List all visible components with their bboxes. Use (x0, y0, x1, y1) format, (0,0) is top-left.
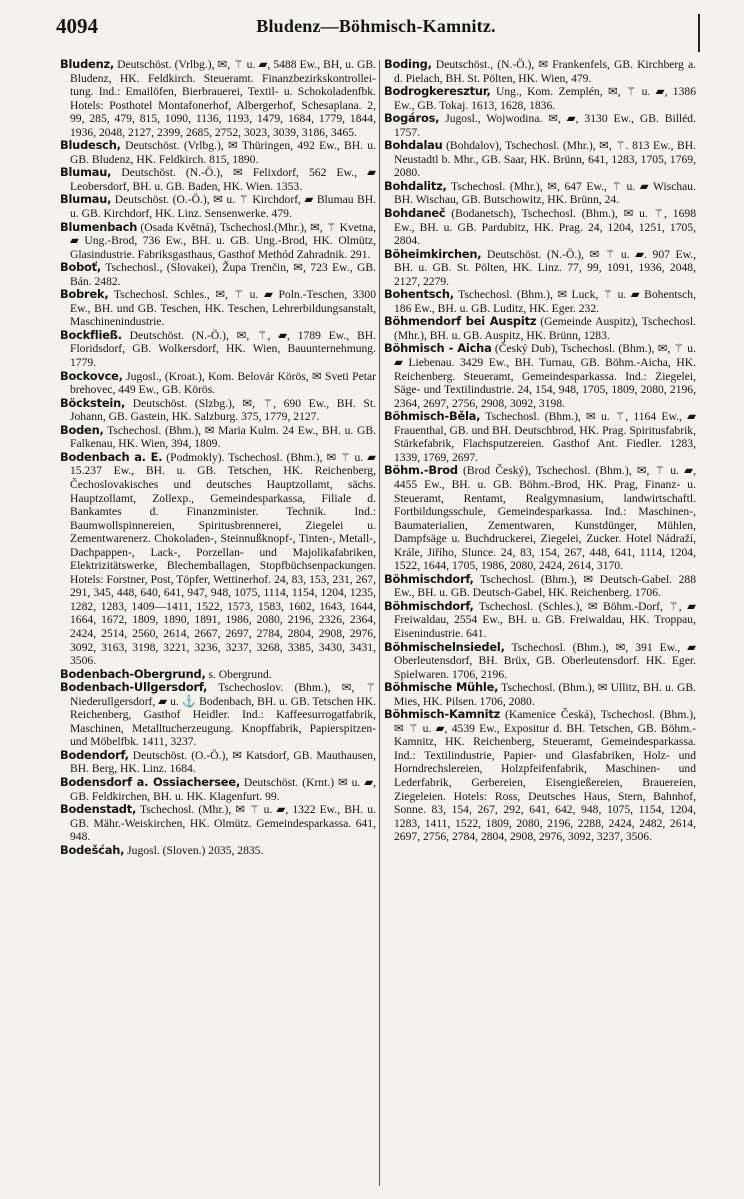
directory-entry (60, 451, 376, 668)
directory-entry (60, 844, 376, 858)
directory-entry (60, 424, 376, 451)
left-column (60, 58, 376, 1188)
entry-place-name: Böhmischelnsiedel, (384, 639, 505, 654)
entry-place-name: Böhmische Mühle, (384, 680, 499, 695)
entry-place-name: Böhmisch-Kamnitz (384, 707, 501, 722)
directory-entry (60, 166, 376, 193)
entry-place-name: Böheimkirchen, (384, 246, 482, 261)
directory-entry (384, 58, 696, 85)
entry-details: Tschechosl. (Mhr.), ✉ ⚚ u. ▰, 1322 Ew., BH. u. GB. Mähr.-Weiskirchen, HK. Olmütz. Gemeindesparkassa. 641, 948. (70, 803, 376, 844)
entry-details: Tschechosl. (Bhm.), ✉ Maria Kulm. 24 Ew., BH. u. GB. Falkenau, HK. Wien, 394, 1809. (70, 423, 376, 451)
entry-details: Deutschöst. (O.-Ö.), ✉ u. ⚚ Kirchdorf, ▰ Blumau BH. u. GB. Kirchdorf, HK. Linz. Sensenwerke. 479. (70, 193, 376, 221)
entry-place-name: Boboť, (60, 260, 102, 275)
column-divider (379, 60, 380, 1186)
entry-details: Deutschöst. (Krnt.) ✉ u. ▰, GB. Feldkirchen, BH. u. HK. Klagenfurt. 99. (70, 775, 376, 803)
directory-entry (60, 288, 376, 329)
entry-place-name: Bohdaneč (384, 206, 446, 221)
entry-place-name: Blumenbach (60, 219, 138, 234)
entry-details: Tschechosl. (Bhm.), ✉ Ullitz, BH. u. GB. Mies, HK. Pilsen. 1706, 2080. (394, 681, 696, 708)
entry-place-name: Blumau, (60, 192, 112, 207)
entry-place-name: Böhmisch-Běla, (384, 409, 481, 424)
entry-details: Tschechosl. (Bhm.), ✉ Deutsch-Gabel. 288 Ew., BH. u. GB. Deutsch-Gabel, HK. Reichenberg. 1706. (394, 572, 696, 600)
entry-place-name: Bodenbach-Ullgersdorf, (60, 680, 208, 695)
entry-details: Ung., Kom. Zemplén, ✉, ⚚ u. ▰, 1386 Ew., GB. Tokaj. 1613, 1628, 1836. (394, 85, 696, 112)
entry-details: Deutschöst. (Slzbg.), ✉, ⚚, 690 Ew., BH. St. Johann, GB. Gastein, HK. Salzburg. 375, 1779, 2127. (70, 396, 376, 424)
entry-place-name: Bludesch, (60, 138, 121, 153)
directory-entry (384, 85, 696, 112)
entry-place-name: Boden, (60, 422, 104, 437)
directory-entry (60, 139, 376, 166)
entry-place-name: Bodenbach a. E. (60, 449, 163, 464)
directory-entry (384, 708, 696, 843)
directory-entry (60, 681, 376, 749)
entry-details: Deutschöst. (N.-Ö.), ✉, ⚚, ▰, 1789 Ew., BH. Floridsdorf, GB. Wolkersdorf, HK. Wien, Bauunternehmung. 1779. (70, 328, 376, 370)
entry-place-name: Bludenz, (60, 58, 115, 71)
entry-details: (Kamenice Česká), Tschechosl. (Bhm.), ✉ ⚚ u. ▰, 4539 Ew., Expositur d. BH. Tetschen, GB. Böhm.-Kamnitz, HK. Reichenberg, Steueramt, Gemeindesparkassa. Ind.: Textilindustrie, Papier- und Glasfabriken, Holz- und Horndrechslereien, Holzpfeifenfabrik, Maschinen- und Lederfabrik, Gerbereien, Eisengießereien, Brauereien, Ziegeleien. Hotels: Ross, Deutsches Haus, Stern, Bahnhof, Sonne. 83, 154, 267, 292, 641, 642, 948, 1075, 1154, 1204, 1283, 1411, 1522, 1809, 2080, 2196, 2288, 2424, 2482, 2614, 2697, 2756, 2784, 2804, 2908, 2976, 3092, 3237, 3506. (394, 708, 696, 844)
directory-entry (60, 261, 376, 288)
directory-entry (60, 329, 376, 370)
entry-place-name: Blumau, (60, 165, 112, 180)
entry-place-name: Bodrogkeresztur, (384, 84, 491, 99)
header-rule (698, 14, 700, 52)
entry-place-name: Bodendorf, (60, 747, 129, 762)
entry-place-name: Boding, (384, 58, 432, 71)
entry-details: Jugosl., Wojwodina. ✉, ▰, 3130 Ew., GB. Billéd. 1757. (394, 112, 696, 139)
page-title: Bludenz—Böhmisch-Kamnitz. (256, 16, 496, 36)
entry-details: Deutschöst. (N.-Ö.), ✉ Felixdorf, 562 Ew., ▰ Leobersdorf, BH. u. GB. Baden, HK. Wien. 1353. (70, 166, 376, 193)
entry-details: (Bodanetsch), Tschechosl. (Bhm.), ✉ u. ⚚, 1698 Ew., BH. u. GB. Pardubitz, HK. Prag. 24, 1204, 1251, 1705, 2804. (394, 207, 696, 248)
entry-place-name: Böhm.-Brod (384, 463, 458, 478)
directory-entry (384, 248, 696, 289)
entry-place-name: Bodešćah, (60, 842, 125, 857)
directory-entry (384, 681, 696, 708)
directory-entry (384, 464, 696, 572)
entry-place-name: Bohdalau (384, 138, 443, 153)
entry-details: Tschechosl. (Bhm.), ✉, 391 Ew., ▰ Oberleutensdorf, BH. Brüx, GB. Oberleutensdorf. HK. Eger. Spielwaren. 1706, 2196. (394, 640, 696, 681)
entry-details: Tschechosl. Schles., ✉, ⚚ u. ▰ Poln.-Teschen, 3300 Ew., BH. und GB. Teschen, HK. Teschen, Lehrerbildungsanstalt, Maschinenindustrie. (70, 288, 376, 329)
directory-entry (384, 342, 696, 410)
directory-entry (60, 221, 376, 262)
directory-entry (384, 180, 696, 207)
entry-place-name: Bohdalitz, (384, 178, 447, 193)
directory-entry (384, 207, 696, 248)
entry-place-name: Böhmisch - Aicha (384, 341, 492, 356)
entry-details: (Podmokly). Tschechosl. (Bhm.), ✉ ⚚ u. ▰ 15.237 Ew., BH. u. GB. Tetschen, HK. Reichenberg, Čechoslovakisches und deutsches Hauptzollamt, sächs. Hauptzollamt, Zollexp., Gemeindesparkassa, Filiale d. Bankamtes d. Finanzminister. Technik. Ind.: Baumwollspinnereien, Spiritusbrennerei, Ziegelei u. Zementwarenerz. Chokoladen-, Steinnußknopf-, Tinten-, Metall-, Dachpappen-, Lack-, Porzellan- und Majolikafabriken, Elektrizitätswerke, Blechemballagen, Stopfbüchsenpackungen. Hotels: Forstner, Post, Töpfer, Wettinerhof. 24, 83, 153, 231, 267, 291, 345, 448, 640, 641, 947, 948, 1075, 1114, 1154, 1204, 1235, 1282, 1283, 1409—1411, 1522, 1573, 1583, 1602, 1643, 1644, 1664, 1672, 1809, 1890, 1891, 1986, 2080, 2196, 2326, 2364, 2424, 2514, 2560, 2614, 2667, 2697, 2784, 2804, 2908, 2976, 3092, 3163, 3198, 3221, 3236, 3237, 3268, 3385, 3430, 3431, 3506. (70, 450, 376, 668)
page-header (56, 14, 696, 44)
entry-place-name: Bockfließ. (60, 327, 122, 342)
entry-place-name: Böhmischdorf, (384, 598, 474, 613)
directory-entry (384, 410, 696, 464)
entry-place-name: Bogáros, (384, 111, 440, 126)
entry-place-name: Bodenstadt, (60, 802, 137, 817)
directory-entry (60, 193, 376, 220)
page-number: 4094 (56, 14, 98, 38)
directory-entry (60, 776, 376, 803)
directory-entry (384, 288, 696, 315)
directory-entry (60, 749, 376, 776)
entry-details: Tschechosl. (Bhm.), ✉ u. ⚚, 1164 Ew., ▰ Frauenthal, GB. und BH. Deutschbrod, HK. Prag. Spiritusfabrik, Stärkefabrik, Flachsputzereien. Gasthof Ant. Fiedler. 1283, 1339, 1769, 2697. (394, 410, 696, 464)
entry-details: Tschechosl. (Mhr.), ✉, 647 Ew., ⚚ u. ▰ Wischau. BH. Wischau, GB. Butschowitz, HK. Brünn, 24. (394, 179, 696, 207)
right-column (384, 58, 696, 1188)
entry-place-name: Böckstein, (60, 395, 126, 410)
entry-details: Jugosl., (Kroat.), Kom. Belovár Körös, ✉ Sveti Petar brehovec, 449 Ew., GB. Körös. (70, 369, 376, 397)
entry-details: (Český Dub), Tschechosl. (Bhm.), ✉, ⚚ u. ▰ Liebenau. 3429 Ew., BH. Turnau, GB. Böhm.-Aicha, HK. Reichenberg. Steueramt, Gemeindesparkassa. Ind.: Ziegelei, Säge- und Textilindustrie. 24, 154, 948, 1705, 1809, 2080, 2196, 2364, 2697, 2756, 2908, 3092, 3198. (394, 342, 696, 410)
directory-entry (384, 139, 696, 180)
directory-entry (60, 668, 376, 682)
entry-place-name: Böhmischdorf, (384, 571, 474, 586)
entry-details: Tschechosl. (Schles.), ✉ Böhm.-Dorf, ⚚, ▰ Freiwaldau, 2554 Ew., BH. u. GB. Freiwaldau, HK. Troppau, Eisenindustrie. 641. (394, 599, 696, 640)
entry-details: Deutschöst. (Vrlbg.), ✉, ⚚ u. ▰, 5488 Ew., BH, u. GB. Bludenz, HK. Feldkirch. Steueramt. Finanzbezirkskontrollei-tung. Ind.: Emailöfen, Bierbrauerei, Textil- u. Schokoladenfbk. Hotels: Posthotel Montafonerhof, Albergerhof, Schesaplana. 2, 99, 285, 479, 815, 1090, 1136, 1193, 1479, 1684, 1779, 1844, 1936, 2048, 2127, 2399, 2685, 2752, 3023, 3039, 3186, 3465. (70, 58, 376, 139)
entry-place-name: Böhmendorf bei Auspitz (384, 314, 537, 329)
directory-entry (60, 803, 376, 844)
entry-details: Deutschöst. (Vrlbg.), ✉ Thüringen, 492 Ew., BH. u. GB. Bludenz, HK. Feldkirch. 815, 1890. (70, 139, 376, 166)
directory-entry (384, 641, 696, 682)
entry-details: s. Obergrund. (205, 667, 272, 681)
entry-place-name: Bohentsch, (384, 287, 454, 302)
directory-entry (60, 58, 376, 139)
entry-details: Tschechosl. (Bhm.), ✉ Luck, ⚚ u. ▰ Bohentsch, 186 Ew., BH. u. GB. Luditz, HK. Eger. 232. (394, 288, 696, 315)
directory-entry (384, 315, 696, 342)
entry-place-name: Bobrek, (60, 287, 109, 302)
entry-details: (Gemeinde Auspitz), Tschechosl. (Mhr.), BH. u. GB. Auspitz, HK. Brünn, 1283. (394, 315, 696, 342)
entry-details: Tschechosl., (Slovakei), Župa Trenčin, ✉, 723 Ew., GB. Bán. 2482. (70, 261, 376, 288)
entry-details: (Brod Český), Tschechosl. (Bhm.), ✉, ⚚ u. ▰, 4455 Ew., BH. u. GB. Böhm.-Brod, HK. Prag, Finanz- u. Steueramt, Rentamt, Realgymnasium, landwirtschaftl. Fortbildungsschule, Gemeindesparkassa. Ind.: Maschinen-, Baumaterialien, Zementwaren, Kunstdünger, Mühlen, Dampfsäge u. Buchdruckerei, Ziegelei, Zucker. Hotel Nádraží, Krále, Jiřího, Slunce. 24, 83, 154, 267, 448, 641, 1114, 1204, 1522, 1644, 1705, 1986, 2080, 2424, 2614, 3170. (394, 464, 696, 573)
entry-place-name: Bodenbach-Obergrund, (60, 666, 206, 681)
entry-details: (Osada Květná), Tschechosl.(Mhr.), ✉, ⚚ Kvetna, ▰ Ung.-Brod, 736 Ew., BH. u. GB. Ung.-Brod, HK. Olmütz, Glasindustrie. Fabriksgasthaus, Gasthof Methód Zahradnik. 291. (70, 220, 376, 261)
entry-details: Deutschöst. (N.-Ö.), ✉ ⚚ u. ▰. 907 Ew., BH. u. GB. St. Pölten, HK. Linz. 77, 99, 1091, 1936, 2048, 2127, 2279. (394, 247, 696, 288)
directory-entry (384, 573, 696, 600)
directory-entry (60, 370, 376, 397)
entry-details: Deutschöst., (N.-Ö.), ✉ Frankenfels, GB. Kirchberg a. d. Pielach, BH. St. Pölten, HK. Wien, 479. (394, 58, 696, 85)
directory-entry (60, 397, 376, 424)
entry-details: Deutschöst. (O.-Ö.), ✉ Katsdorf, GB. Mauthausen, BH. Berg, HK. Linz. 1684. (70, 748, 376, 776)
directory-entry (384, 112, 696, 139)
entry-details: (Bohdalov), Tschechosl. (Mhr.), ✉, ⚚. 813 Ew., BH. Neustadtl b. Mhr., GB. Saar, HK. Brünn, 641, 1283, 1705, 1769, 2080. (394, 139, 696, 180)
entry-place-name: Bockovce, (60, 368, 123, 383)
entry-details: Jugosl. (Sloven.) 2035, 2835. (124, 843, 264, 857)
entry-place-name: Bodensdorf a. Ossiachersee, (60, 774, 240, 789)
directory-entry (384, 600, 696, 641)
entry-details: Tschechoslov. (Bhm.), ✉, ⚚ Niederullgersdorf, ▰ u. ⚓ Bodenbach, BH. u. GB. Tetschen HK. Reichenberg, Gasthof Heidler. Ind.: Kaffeesurrogatfabrik, Maschinen, Metalltucherzeugung. Knopffabrik, Papierspitzen- und Möbelfbk. 1411, 3237. (70, 681, 376, 749)
